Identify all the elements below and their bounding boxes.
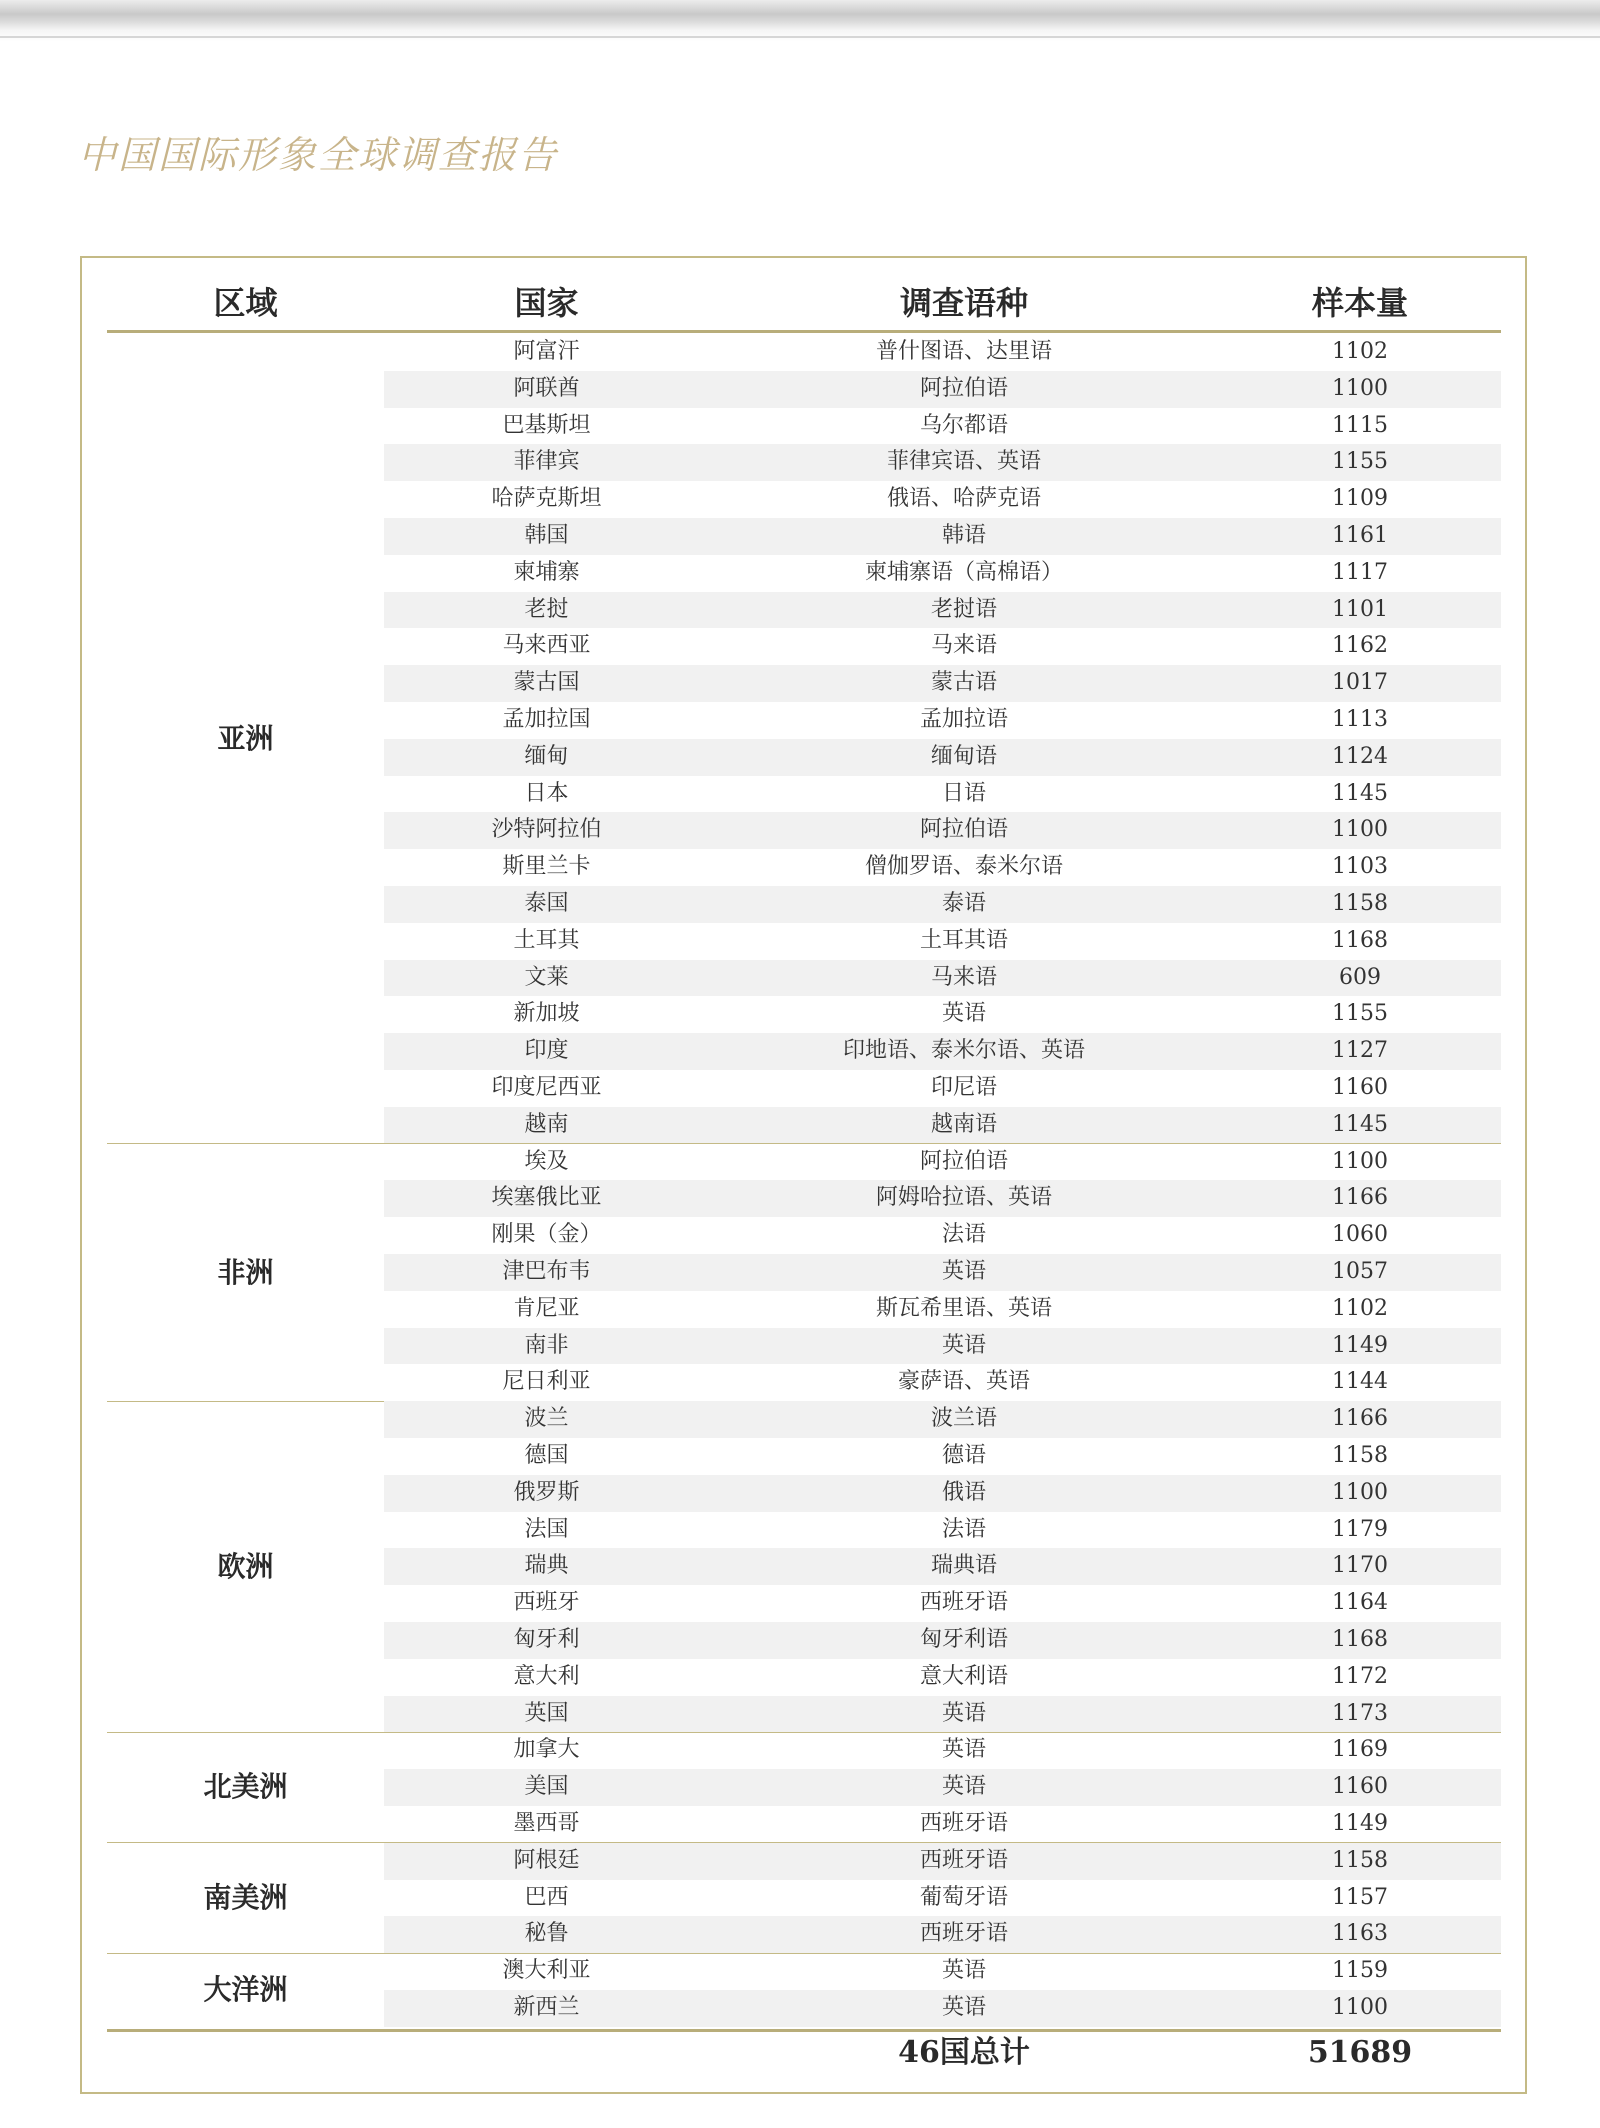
sample-cell: 1117 [1332,559,1388,585]
country-cell: 哈萨克斯坦 [491,486,602,512]
sample-cell: 1100 [1332,1148,1388,1174]
header-region: 区域 [213,284,278,322]
country-cell: 新西兰 [513,1995,580,2020]
country-cell: 尼日利亚 [502,1369,591,1395]
language-cell: 阿拉伯语 [919,375,1008,401]
table-row [384,592,1501,629]
sample-cell: 1100 [1332,375,1388,401]
language-cell: 西班牙语 [919,1811,1008,1836]
table-row [384,1364,1501,1401]
country-cell: 印度 [524,1038,569,1064]
sample-cell: 1057 [1332,1259,1388,1284]
country-cell: 阿联酋 [513,375,580,401]
table-row [384,1070,1501,1107]
sample-cell: 609 [1339,964,1381,990]
country-cell: 澳大利亚 [502,1958,591,1984]
sample-cell: 1166 [1332,1185,1388,1211]
country-cell: 马来西亚 [502,633,591,659]
table-row [384,371,1501,408]
sample-cell: 1158 [1332,891,1388,916]
sample-cell: 1166 [1332,1406,1388,1432]
table-row [384,923,1501,960]
country-cell: 西班牙 [513,1590,580,1616]
language-cell: 阿拉伯语 [919,817,1008,843]
header-rule [107,330,1501,333]
header-country: 国家 [514,284,579,322]
sample-cell: 1144 [1332,1369,1388,1395]
language-cell: 泰语 [941,891,986,916]
language-cell: 斯瓦希里语、英语 [875,1295,1052,1321]
language-cell: 意大利语 [919,1663,1008,1689]
country-cell: 孟加拉国 [502,707,591,732]
table-row [384,739,1501,776]
language-cell: 缅甸语 [930,743,997,769]
sample-cell: 1149 [1332,1332,1388,1358]
region-label: 亚洲 [217,722,274,755]
table-row [384,1438,1501,1475]
table-row [384,1107,1501,1144]
country-cell: 巴基斯坦 [502,412,591,438]
table-row [384,1806,1501,1843]
country-cell: 斯里兰卡 [502,854,591,880]
table-row [384,1548,1501,1585]
country-cell: 文莱 [524,964,569,990]
sample-cell: 1159 [1332,1958,1388,1984]
language-cell: 葡萄牙语 [919,1884,1008,1910]
table-row [384,1328,1501,1365]
table-row [384,1180,1501,1217]
language-cell: 普什图语、达里语 [875,339,1052,364]
language-cell: 菲律宾语、英语 [886,449,1041,475]
table-row [384,665,1501,702]
table-row [384,1585,1501,1622]
sample-cell: 1060 [1332,1222,1388,1248]
table-row [384,1659,1501,1696]
table-row [384,1291,1501,1328]
sample-cell: 1172 [1332,1663,1388,1689]
language-cell: 阿拉伯语 [919,1148,1008,1174]
language-cell: 英语 [941,1737,986,1763]
sample-cell: 1115 [1332,412,1388,438]
country-cell: 加拿大 [513,1737,580,1763]
sample-cell: 1145 [1332,1111,1388,1137]
sample-cell: 1103 [1332,854,1388,880]
country-cell: 柬埔寨 [513,559,580,585]
country-cell: 墨西哥 [513,1811,580,1836]
table-row [384,1475,1501,1512]
table-row [384,1033,1501,1070]
table-row [384,1843,1501,1880]
sample-cell: 1158 [1332,1847,1388,1873]
country-cell: 日本 [524,780,569,806]
sample-cell: 1102 [1332,1295,1388,1321]
country-cell: 瑞典 [524,1553,569,1579]
sample-cell: 1155 [1332,449,1388,475]
language-cell: 西班牙语 [919,1847,1008,1873]
language-cell: 英语 [941,1332,986,1358]
table-row [384,1769,1501,1806]
language-cell: 英语 [941,1700,986,1726]
table-row [384,1622,1501,1659]
table-row [384,776,1501,813]
country-cell: 德国 [524,1443,569,1468]
language-cell: 俄语、哈萨克语 [886,486,1041,512]
language-cell: 乌尔都语 [919,412,1008,438]
region-label: 北美洲 [203,1770,288,1804]
table-row [384,1512,1501,1549]
sample-cell: 1101 [1332,596,1388,622]
country-cell: 俄罗斯 [513,1479,580,1505]
language-cell: 阿姆哈拉语、英语 [875,1185,1052,1211]
table-row [384,812,1501,849]
sample-cell: 1160 [1332,1774,1388,1800]
table-row [384,1144,1501,1181]
country-cell: 菲律宾 [513,449,580,475]
sample-cell: 1127 [1332,1038,1388,1064]
language-cell: 马来语 [930,633,997,659]
table-row [384,334,1501,371]
language-cell: 韩语 [941,523,986,548]
language-cell: 法语 [941,1516,986,1542]
region-label: 欧洲 [217,1550,274,1584]
country-cell: 阿根廷 [513,1847,580,1873]
language-cell: 马来语 [930,964,997,990]
language-cell: 西班牙语 [919,1921,1008,1947]
language-cell: 蒙古语 [930,670,997,696]
sample-cell: 1149 [1332,1811,1388,1836]
sample-cell: 1113 [1332,707,1388,732]
sample-cell: 1168 [1332,1627,1388,1652]
language-cell: 柬埔寨语（高棉语） [864,559,1063,585]
table-row [384,1916,1501,1953]
table-row [384,408,1501,445]
language-cell: 英语 [941,1774,986,1800]
country-cell: 巴西 [524,1884,569,1910]
top-divider [0,36,1600,38]
language-cell: 豪萨语、英语 [897,1369,1030,1395]
sample-cell: 1179 [1332,1516,1388,1542]
country-cell: 缅甸 [524,743,569,769]
language-cell: 俄语 [941,1479,986,1505]
country-cell: 肯尼亚 [513,1295,580,1321]
table-row [384,1217,1501,1254]
language-cell: 僧伽罗语、泰米尔语 [864,854,1063,880]
language-cell: 印地语、泰米尔语、英语 [842,1038,1085,1064]
country-cell: 波兰 [524,1406,569,1432]
sample-cell: 1168 [1332,927,1388,953]
table-row [384,1696,1501,1733]
sample-cell: 1158 [1332,1443,1388,1468]
table-row [384,1880,1501,1917]
country-cell: 美国 [524,1774,569,1800]
table-row [384,702,1501,739]
table-row [384,996,1501,1033]
total-label: 46国总计 [898,2035,1030,2070]
language-cell: 印尼语 [930,1075,997,1100]
table-row [384,1732,1501,1769]
table-row [384,1990,1501,2027]
country-cell: 津巴布韦 [502,1259,591,1284]
country-cell: 埃塞俄比亚 [491,1185,602,1211]
country-cell: 土耳其 [513,927,580,953]
table-row [384,444,1501,481]
language-cell: 老挝语 [930,596,997,622]
language-cell: 瑞典语 [930,1553,997,1579]
country-cell: 埃及 [524,1148,569,1174]
sample-cell: 1162 [1332,633,1388,659]
sample-cell: 1109 [1332,486,1388,512]
table-row [384,518,1501,555]
sample-cell: 1157 [1332,1884,1388,1910]
language-cell: 土耳其语 [919,927,1008,953]
sample-cell: 1155 [1332,1001,1388,1027]
total-sample: 51689 [1307,2035,1413,2070]
country-cell: 南非 [524,1332,569,1358]
country-cell: 意大利 [513,1663,580,1689]
sample-cell: 1124 [1332,743,1388,769]
sample-cell: 1169 [1332,1737,1388,1763]
language-cell: 英语 [941,1259,986,1284]
table-row [384,886,1501,923]
sample-cell: 1170 [1332,1553,1388,1579]
sample-cell: 1100 [1332,817,1388,843]
region-label: 大洋洲 [203,1973,288,2007]
language-cell: 英语 [941,1958,986,1984]
country-cell: 刚果（金） [491,1222,602,1248]
language-cell: 英语 [941,1995,986,2020]
sample-cell: 1160 [1332,1075,1388,1100]
sample-cell: 1100 [1332,1995,1388,2020]
sample-cell: 1145 [1332,780,1388,806]
country-cell: 老挝 [524,596,569,622]
country-cell: 印度尼西亚 [491,1075,602,1100]
language-cell: 匈牙利语 [919,1627,1008,1652]
language-cell: 德语 [941,1443,986,1468]
country-cell: 匈牙利 [513,1627,580,1652]
sample-cell: 1161 [1332,523,1388,548]
language-cell: 波兰语 [930,1406,997,1432]
table-row [384,960,1501,997]
country-cell: 新加坡 [513,1001,580,1027]
language-cell: 西班牙语 [919,1590,1008,1616]
language-cell: 英语 [941,1001,986,1027]
country-cell: 阿富汗 [513,339,580,364]
country-cell: 韩国 [524,523,569,548]
country-cell: 英国 [524,1700,569,1726]
sample-cell: 1017 [1332,670,1388,696]
language-cell: 孟加拉语 [919,707,1008,732]
region-label: 非洲 [217,1255,274,1289]
country-cell: 泰国 [524,891,569,916]
table-row [384,481,1501,518]
sample-cell: 1163 [1332,1921,1388,1947]
language-cell: 法语 [941,1222,986,1248]
header-language: 调查语种 [899,284,1028,322]
table-row [384,849,1501,886]
country-cell: 越南 [524,1111,569,1137]
sample-cell: 1173 [1332,1700,1388,1726]
language-cell: 日语 [941,780,986,806]
sample-cell: 1100 [1332,1479,1388,1505]
table-row [384,555,1501,592]
language-cell: 越南语 [930,1111,997,1137]
country-cell: 蒙古国 [513,670,580,696]
report-title: 中国国际形象全球调查报告 [78,133,559,177]
table-row [384,1401,1501,1438]
country-cell: 沙特阿拉伯 [491,817,602,843]
country-cell: 秘鲁 [524,1921,569,1947]
table-row [384,1953,1501,1990]
sample-cell: 1102 [1332,339,1388,364]
sample-cell: 1164 [1332,1590,1388,1616]
table-row [384,1254,1501,1291]
table-row [384,628,1501,665]
country-cell: 法国 [524,1516,569,1542]
header-sample: 样本量 [1311,284,1408,322]
region-label: 南美洲 [203,1880,288,1914]
